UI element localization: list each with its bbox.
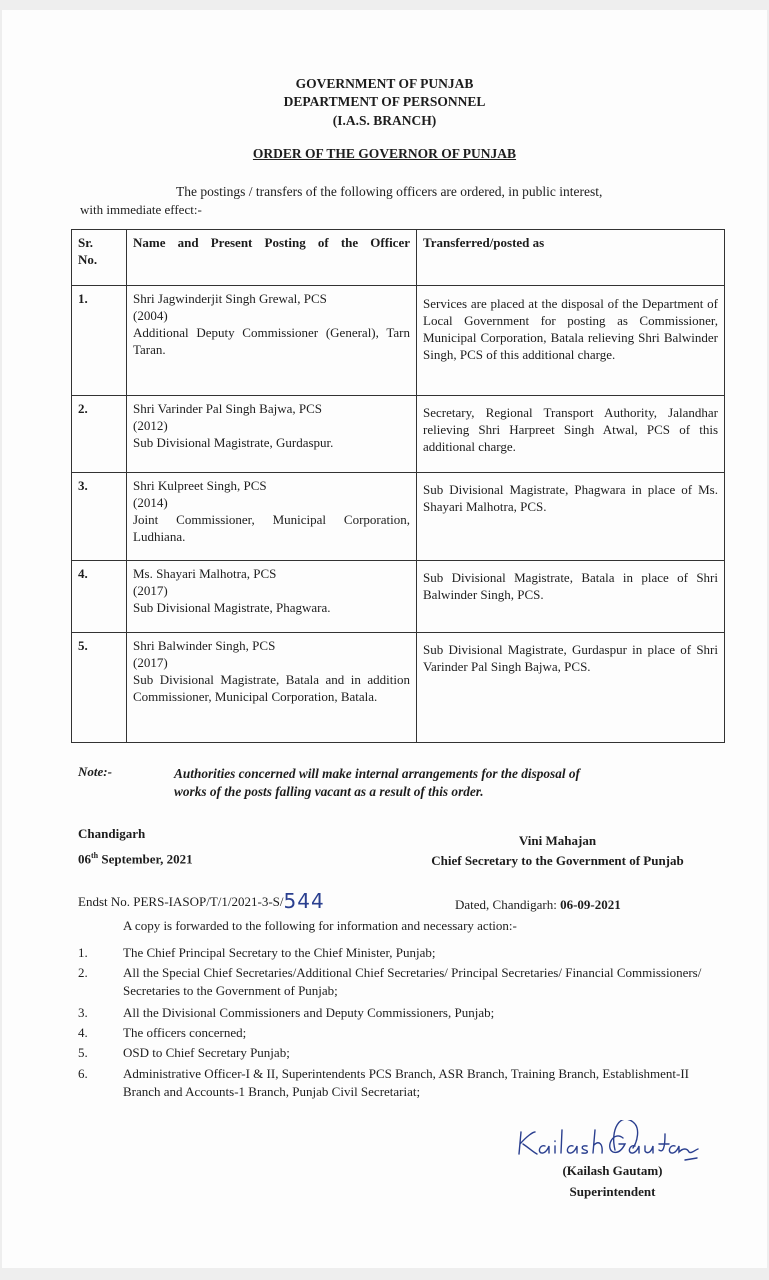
order-date <box>78 848 193 867</box>
superintendent-signature <box>515 1120 700 1165</box>
header-sr-line-2: No. <box>78 252 98 267</box>
copy-list-number: 3. <box>78 1005 88 1020</box>
header-department: DEPARTMENT OF PERSONNEL <box>283 94 486 109</box>
note-line-1: Authorities concerned will make internal arrangements for the disposal of <box>174 766 580 781</box>
officer-posting: Additional Deputy Commissioner (General), Tarn Taran. <box>133 325 410 357</box>
dated-value: 06-09-2021 <box>560 897 621 912</box>
copy-list-item: The officers concerned; <box>123 1025 247 1040</box>
table-row <box>72 396 725 473</box>
row-officer <box>127 473 417 561</box>
header-sr-no <box>72 230 127 286</box>
row-officer <box>127 286 417 396</box>
row-sr: 5. <box>72 633 127 743</box>
officer-batch: (2017) <box>133 583 168 598</box>
signatory-name: Vini Mahajan <box>518 833 597 848</box>
table-row <box>72 286 725 396</box>
copy-list-item: The Chief Principal Secretary to the Chief Minister, Punjab; <box>123 945 436 960</box>
row-sr: 4. <box>72 561 127 633</box>
header-branch: (I.A.S. BRANCH) <box>332 113 437 128</box>
copy-list-number: 2. <box>78 965 88 980</box>
postings-table <box>71 229 725 743</box>
copy-list-item: Administrative Officer-I & II, Superintendents PCS Branch, ASR Branch, Training Branch, Establishment-II Branch and Accounts-1 Branch, Punjab Civil Secretariat; <box>123 1066 690 1099</box>
forward-text: A copy is forwarded to the following for information and necessary action:- <box>123 918 517 933</box>
copy-list-item: OSD to Chief Secretary Punjab; <box>123 1045 290 1060</box>
endorsement-dated <box>455 897 621 913</box>
signatory-title: Chief Secretary to the Government of Punjab <box>431 853 684 868</box>
officer-name: Shri Jagwinderjit Singh Grewal, PCS <box>133 291 327 306</box>
intro-line-1: The postings / transfers of the following officers are ordered, in public interest, <box>176 184 603 199</box>
officer-posting: Sub Divisional Magistrate, Phagwara. <box>133 600 331 615</box>
place: Chandigarh <box>78 826 146 841</box>
officer-posting: Sub Divisional Magistrate, Gurdaspur. <box>133 435 334 450</box>
row-transferred: Sub Divisional Magistrate, Phagwara in place of Ms. Shayari Malhotra, PCS. <box>417 473 725 561</box>
dated-label: Dated, Chandigarh: <box>455 897 561 912</box>
copy-list-number: 4. <box>78 1025 88 1040</box>
row-officer <box>127 396 417 473</box>
row-transferred: Sub Divisional Magistrate, Gurdaspur in place of Shri Varinder Pal Singh Bajwa, PCS. <box>417 633 725 743</box>
row-officer <box>127 561 417 633</box>
row-transferred: Secretary, Regional Transport Authority, Jalandhar relieving Shri Harpreet Singh Atwal, PCS of this additional charge. <box>417 396 725 473</box>
copy-list-number: 6. <box>78 1066 88 1081</box>
header-name-posting: Name and Present Posting of the Officer <box>127 230 417 286</box>
row-officer <box>127 633 417 743</box>
note-line-2: works of the posts falling vacant as a result of this order. <box>174 784 484 799</box>
table-row <box>72 633 725 743</box>
row-sr: 1. <box>72 286 127 396</box>
endorsement-prefix: Endst No. PERS-IASOP/T/1/2021-3-S/ <box>78 894 284 909</box>
officer-posting: Joint Commissioner, Municipal Corporation, Ludhiana. <box>133 512 410 544</box>
officer-name: Shri Varinder Pal Singh Bajwa, PCS <box>133 401 322 416</box>
row-transferred: Services are placed at the disposal of the Department of Local Government for posting as Commissioner, Municipal Corporation, Batala relieving Shri Balwinder Singh, PCS of this additional charge. <box>417 286 725 396</box>
header-sr-line-1: Sr. <box>78 235 94 250</box>
officer-name: Ms. Shayari Malhotra, PCS <box>133 566 277 581</box>
date-day: 06 <box>78 851 91 867</box>
copy-list-number: 5. <box>78 1045 88 1060</box>
endorsement-number <box>78 889 325 913</box>
table-row <box>72 561 725 633</box>
row-sr: 2. <box>72 396 127 473</box>
officer-posting: Sub Divisional Magistrate, Batala and in addition Commissioner, Municipal Corporation, Batala. <box>133 672 410 704</box>
table-row <box>72 473 725 561</box>
officer-batch: (2012) <box>133 418 168 433</box>
copy-list-item: All the Special Chief Secretaries/Additional Chief Secretaries/ Principal Secretaries/ Financial Commissioners/ Secretaries to the Government of Punjab; <box>123 965 702 998</box>
officer-batch: (2017) <box>133 655 168 670</box>
date-month-year: September, 2021 <box>98 851 193 867</box>
header-transferred: Transferred/posted as <box>417 230 725 286</box>
officer-name: Shri Balwinder Singh, PCS <box>133 638 276 653</box>
copy-list-number: 1. <box>78 945 88 960</box>
header-government: GOVERNMENT OF PUNJAB <box>295 76 474 91</box>
officer-name: Shri Kulpreet Singh, PCS <box>133 478 267 493</box>
intro-line-2: with immediate effect:- <box>80 202 202 217</box>
order-title: ORDER OF THE GOVERNOR OF PUNJAB <box>252 146 517 161</box>
handwritten-number: 544 <box>283 889 325 913</box>
officer-batch: (2014) <box>133 495 168 510</box>
row-transferred: Sub Divisional Magistrate, Batala in place of Shri Balwinder Singh, PCS. <box>417 561 725 633</box>
date-suffix: th <box>91 851 99 860</box>
officer-batch: (2004) <box>133 308 168 323</box>
note-label: Note:- <box>78 764 112 779</box>
row-sr: 3. <box>72 473 127 561</box>
table-header-row <box>72 230 725 286</box>
superintendent-name: (Kailash Gautam) <box>562 1163 663 1178</box>
copy-list-item: All the Divisional Commissioners and Deputy Commissioners, Punjab; <box>123 1005 495 1020</box>
superintendent-title: Superintendent <box>569 1184 656 1199</box>
